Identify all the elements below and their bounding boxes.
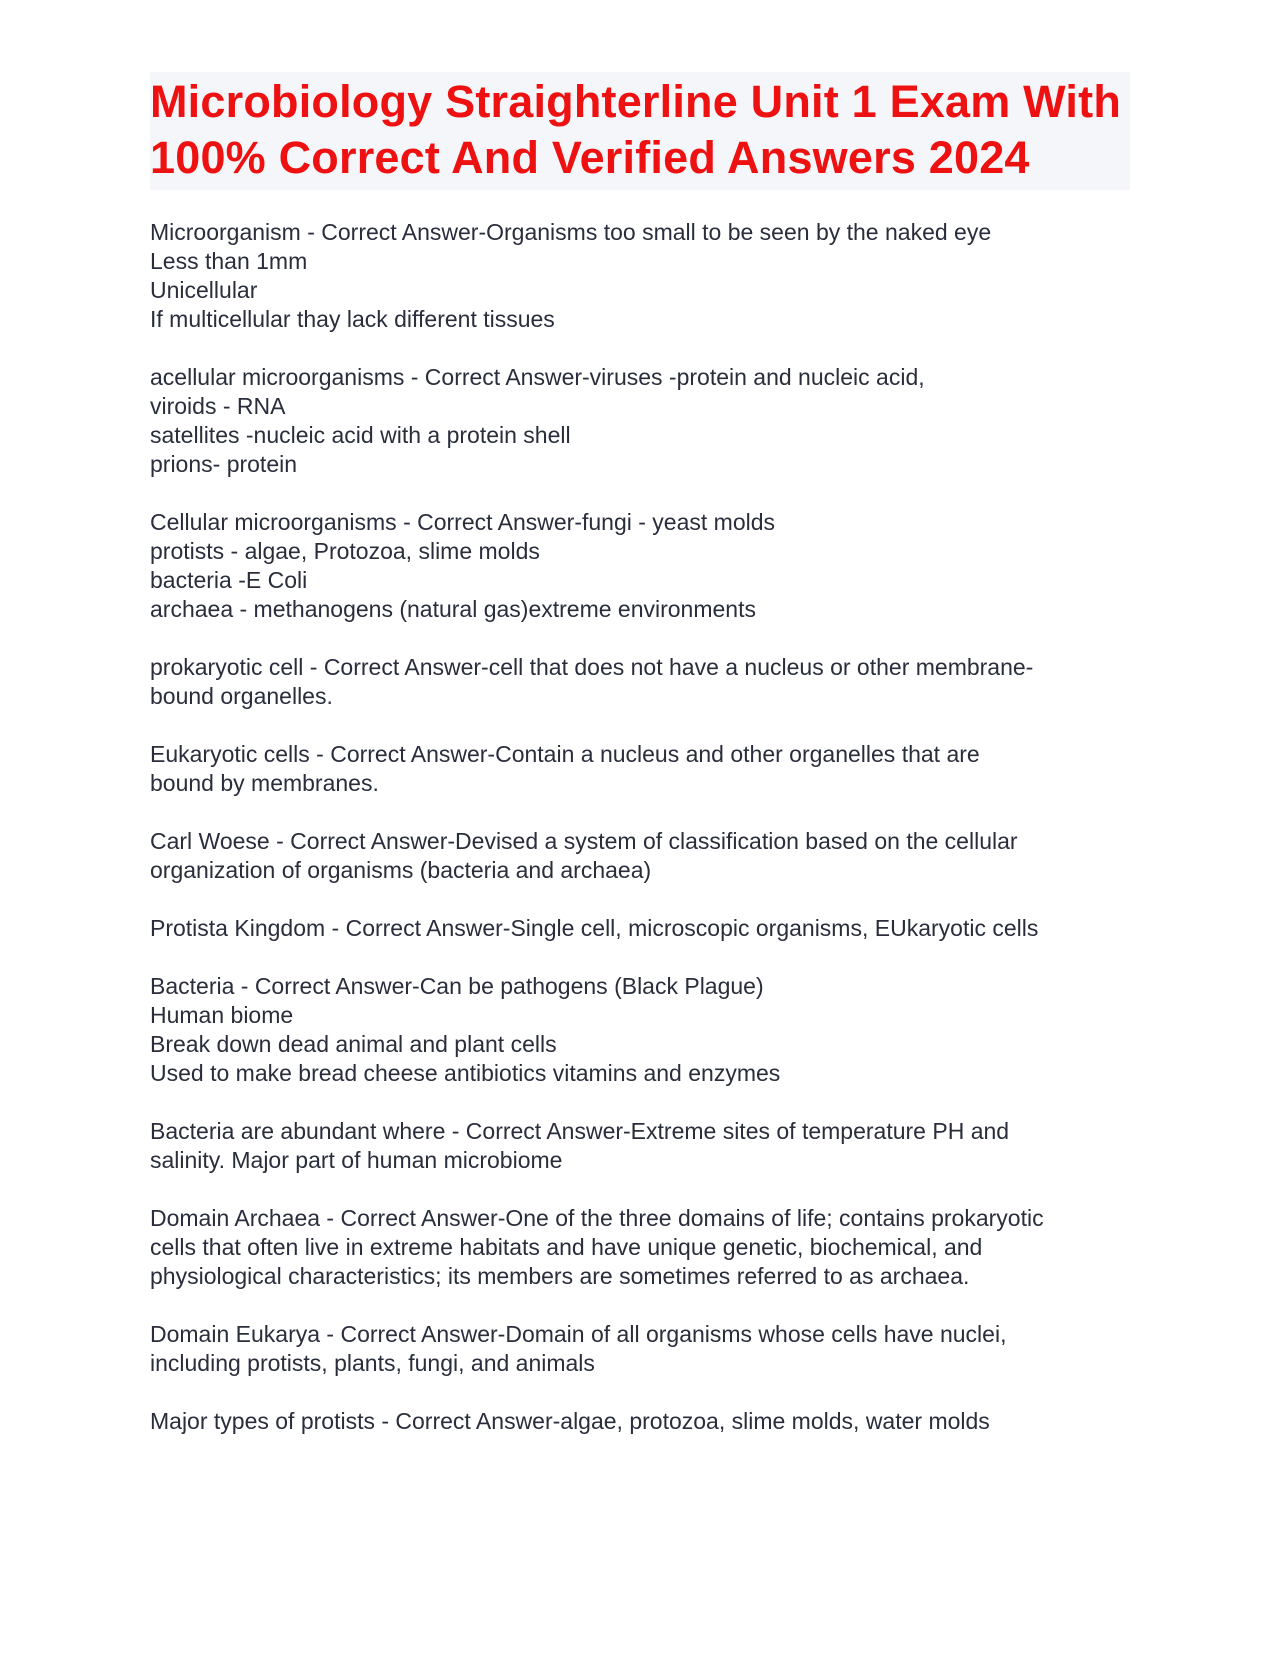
qa-entry-answer-line: archaea - methanogens (natural gas)extreme environments [150,596,756,622]
qa-entry-answer-line: viroids - RNA [150,393,286,419]
qa-entry [150,914,1130,943]
qa-entry [150,1117,1130,1175]
qa-entry-term-line: Carl Woese - Correct Answer-Devised a system of classification based on the cellular [150,828,1018,854]
qa-entry-answer-line: salinity. Major part of human microbiome [150,1147,563,1173]
qa-entry [150,1204,1130,1291]
qa-entry-term-line: Eukaryotic cells - Correct Answer-Contain a nucleus and other organelles that are [150,741,980,767]
qa-entry-answer-line: physiological characteristics; its members are sometimes referred to as archaea. [150,1263,970,1289]
qa-entry-term-line: Microorganism - Correct Answer-Organisms too small to be seen by the naked eye [150,219,992,245]
qa-entry-term-line: Cellular microorganisms - Correct Answer-fungi - yeast molds [150,509,776,535]
qa-entry [150,363,1130,479]
title-banner [150,72,1130,190]
qa-entry-answer-line: Unicellular [150,277,258,303]
qa-entry-answer-line: If multicellular thay lack different tissues [150,306,555,332]
qa-entry [150,1320,1130,1378]
qa-entry [150,1407,1130,1436]
qa-entry-term-line: Bacteria - Correct Answer-Can be pathogens (Black Plague) [150,973,764,999]
qa-entry [150,218,1130,334]
qa-entry-term-line: Protista Kingdom - Correct Answer-Single cell, microscopic organisms, EUkaryotic cells [150,915,1039,941]
qa-entry-answer-line: Human biome [150,1002,294,1028]
qa-entry-term-line: prokaryotic cell - Correct Answer-cell that does not have a nucleus or other membrane- [150,654,1034,680]
qa-entry-answer-line: satellites -nucleic acid with a protein shell [150,422,571,448]
qa-entry [150,972,1130,1088]
qa-entry-term-line: Domain Eukarya - Correct Answer-Domain of all organisms whose cells have nuclei, [150,1321,1007,1347]
qa-entry-answer-line: bacteria -E Coli [150,567,308,593]
qa-entry [150,508,1130,624]
document-title: Microbiology Straighterline Unit 1 Exam With 100% Correct And Verified Answers 2024 [150,76,1122,183]
qa-entry-term-line: Domain Archaea - Correct Answer-One of the three domains of life; contains prokaryotic [150,1205,1044,1231]
qa-entry [150,740,1130,798]
qa-entries [150,218,1130,1436]
qa-entry-term-line: acellular microorganisms - Correct Answer-viruses -protein and nucleic acid, [150,364,925,390]
qa-entry [150,653,1130,711]
qa-entry-answer-line: Break down dead animal and plant cells [150,1031,557,1057]
qa-entry-answer-line: prions- protein [150,451,298,477]
qa-entry-answer-line: Less than 1mm [150,248,308,274]
qa-entry-answer-line: including protists, plants, fungi, and animals [150,1350,595,1376]
qa-entry [150,827,1130,885]
qa-entry-term-line: Major types of protists - Correct Answer-algae, protozoa, slime molds, water molds [150,1408,990,1434]
qa-entry-answer-line: bound organelles. [150,683,333,709]
qa-entry-answer-line: cells that often live in extreme habitats and have unique genetic, biochemical, and [150,1234,983,1260]
qa-entry-answer-line: protists - algae, Protozoa, slime molds [150,538,540,564]
document-page [150,72,1130,1465]
qa-entry-term-line: Bacteria are abundant where - Correct Answer-Extreme sites of temperature PH and [150,1118,1010,1144]
qa-entry-answer-line: bound by membranes. [150,770,379,796]
qa-entry-answer-line: Used to make bread cheese antibiotics vitamins and enzymes [150,1060,781,1086]
qa-entry-answer-line: organization of organisms (bacteria and archaea) [150,857,652,883]
